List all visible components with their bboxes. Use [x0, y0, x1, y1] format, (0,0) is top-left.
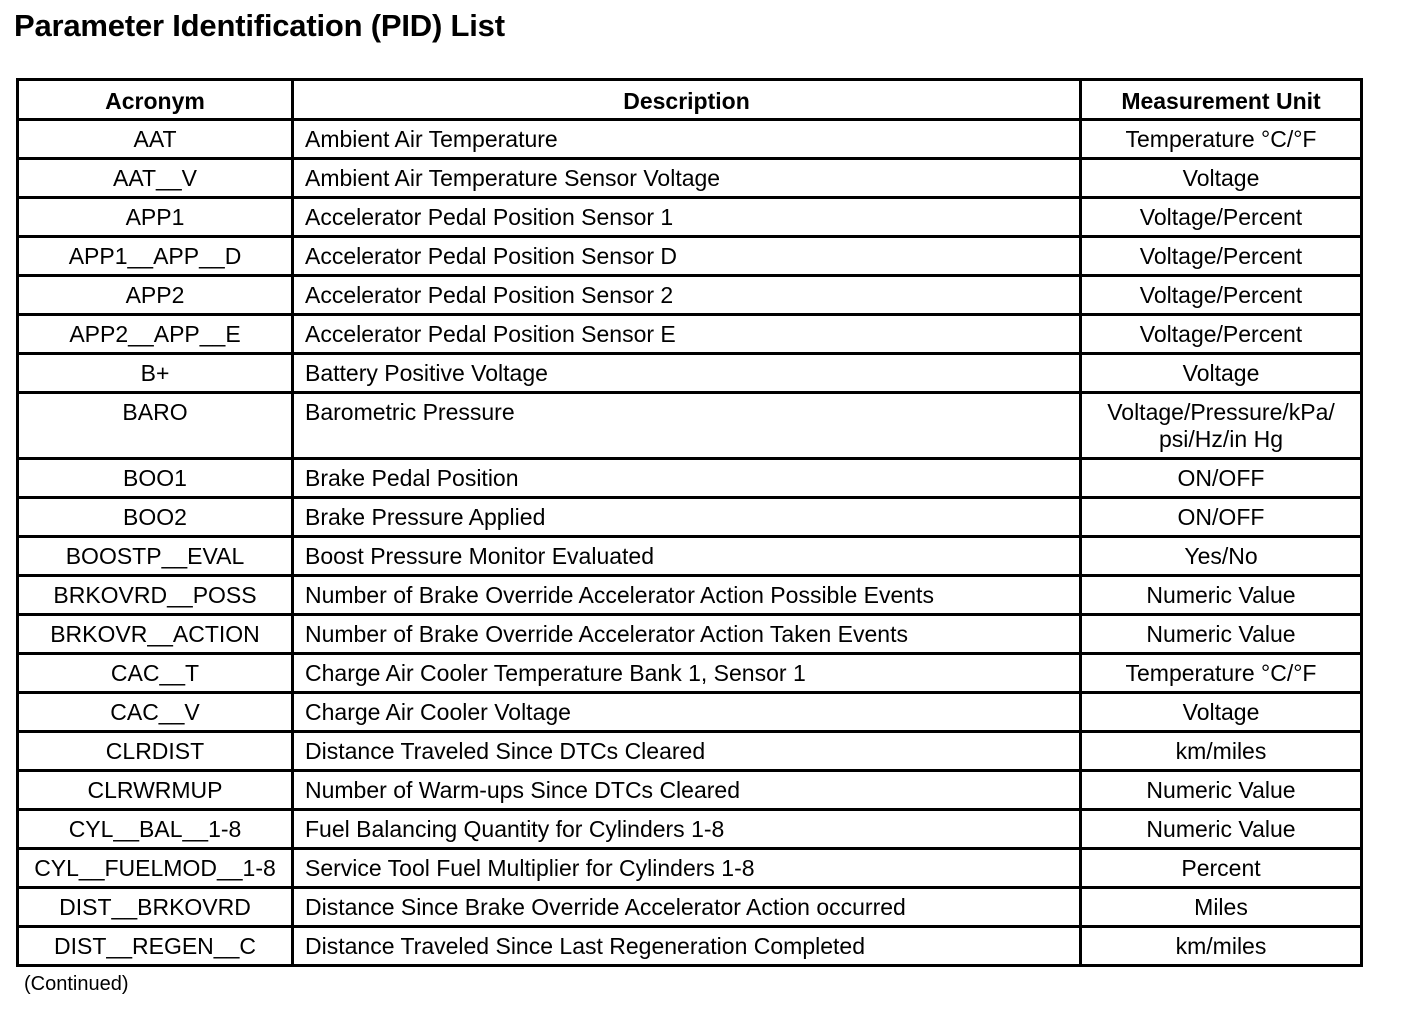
- table-row: [18, 315, 1362, 354]
- unit-cell: Numeric Value: [1081, 615, 1362, 654]
- description-cell: Number of Warm-ups Since DTCs Cleared: [293, 771, 1081, 810]
- description-cell: Ambient Air Temperature Sensor Voltage: [293, 159, 1081, 198]
- table-row: [18, 198, 1362, 237]
- description-cell: Distance Traveled Since DTCs Cleared: [293, 732, 1081, 771]
- unit-cell: km/miles: [1081, 927, 1362, 966]
- table-row: [18, 615, 1362, 654]
- description-cell: Brake Pedal Position: [293, 459, 1081, 498]
- description-cell: Accelerator Pedal Position Sensor E: [293, 315, 1081, 354]
- unit-cell: Voltage/Percent: [1081, 276, 1362, 315]
- description-cell: Barometric Pressure: [293, 393, 1081, 459]
- description-cell: Boost Pressure Monitor Evaluated: [293, 537, 1081, 576]
- column-header-description: Description: [293, 80, 1081, 120]
- unit-cell: ON/OFF: [1081, 498, 1362, 537]
- description-cell: Charge Air Cooler Voltage: [293, 693, 1081, 732]
- unit-cell: Miles: [1081, 888, 1362, 927]
- unit-cell: Voltage: [1081, 354, 1362, 393]
- unit-cell: Voltage/Pressure/kPa/ psi/Hz/in Hg: [1081, 393, 1362, 459]
- acronym-cell: BRKOVRD__POSS: [18, 576, 293, 615]
- table-row: [18, 237, 1362, 276]
- table-row: [18, 927, 1362, 966]
- table-row: [18, 849, 1362, 888]
- acronym-cell: AAT: [18, 120, 293, 159]
- description-cell: Battery Positive Voltage: [293, 354, 1081, 393]
- unit-cell: Percent: [1081, 849, 1362, 888]
- unit-cell: Numeric Value: [1081, 576, 1362, 615]
- table-row: [18, 120, 1362, 159]
- page-title: Parameter Identification (PID) List: [14, 8, 505, 43]
- acronym-cell: APP1: [18, 198, 293, 237]
- table-row: [18, 537, 1362, 576]
- description-cell: Distance Traveled Since Last Regeneration Completed: [293, 927, 1081, 966]
- description-cell: Brake Pressure Applied: [293, 498, 1081, 537]
- description-cell: Number of Brake Override Accelerator Action Possible Events: [293, 576, 1081, 615]
- table-row: [18, 771, 1362, 810]
- acronym-cell: CYL__BAL__1-8: [18, 810, 293, 849]
- table-row: [18, 654, 1362, 693]
- unit-cell: Numeric Value: [1081, 771, 1362, 810]
- description-cell: Accelerator Pedal Position Sensor 2: [293, 276, 1081, 315]
- table-row: [18, 159, 1362, 198]
- unit-cell: km/miles: [1081, 732, 1362, 771]
- unit-cell: ON/OFF: [1081, 459, 1362, 498]
- table-row: [18, 576, 1362, 615]
- unit-cell: Voltage: [1081, 159, 1362, 198]
- acronym-cell: BRKOVR__ACTION: [18, 615, 293, 654]
- description-cell: Service Tool Fuel Multiplier for Cylinders 1-8: [293, 849, 1081, 888]
- description-cell: Fuel Balancing Quantity for Cylinders 1-8: [293, 810, 1081, 849]
- table-row: [18, 693, 1362, 732]
- unit-cell: Voltage/Percent: [1081, 315, 1362, 354]
- acronym-cell: CLRWRMUP: [18, 771, 293, 810]
- acronym-cell: B+: [18, 354, 293, 393]
- acronym-cell: APP1__APP__D: [18, 237, 293, 276]
- table-row: [18, 810, 1362, 849]
- acronym-cell: BOO2: [18, 498, 293, 537]
- acronym-cell: CAC__T: [18, 654, 293, 693]
- table-row: [18, 498, 1362, 537]
- table-header-row: [18, 80, 1362, 120]
- acronym-cell: BOO1: [18, 459, 293, 498]
- continued-note: (Continued): [24, 973, 129, 995]
- unit-cell: Yes/No: [1081, 537, 1362, 576]
- acronym-cell: APP2: [18, 276, 293, 315]
- acronym-cell: CLRDIST: [18, 732, 293, 771]
- table-row: [18, 393, 1362, 459]
- acronym-cell: DIST__BRKOVRD: [18, 888, 293, 927]
- column-header-acronym: Acronym: [18, 80, 293, 120]
- unit-cell: Voltage/Percent: [1081, 198, 1362, 237]
- pid-table: [16, 78, 1363, 967]
- description-cell: Distance Since Brake Override Accelerator Action occurred: [293, 888, 1081, 927]
- unit-cell: Temperature °C/°F: [1081, 120, 1362, 159]
- acronym-cell: APP2__APP__E: [18, 315, 293, 354]
- table-row: [18, 276, 1362, 315]
- acronym-cell: CYL__FUELMOD__1-8: [18, 849, 293, 888]
- acronym-cell: CAC__V: [18, 693, 293, 732]
- table-row: [18, 888, 1362, 927]
- table-row: [18, 459, 1362, 498]
- description-cell: Charge Air Cooler Temperature Bank 1, Sensor 1: [293, 654, 1081, 693]
- unit-cell: Voltage: [1081, 693, 1362, 732]
- table-row: [18, 732, 1362, 771]
- acronym-cell: BARO: [18, 393, 293, 459]
- table-row: [18, 354, 1362, 393]
- acronym-cell: BOOSTP__EVAL: [18, 537, 293, 576]
- description-cell: Ambient Air Temperature: [293, 120, 1081, 159]
- unit-cell: Numeric Value: [1081, 810, 1362, 849]
- unit-cell: Voltage/Percent: [1081, 237, 1362, 276]
- description-cell: Accelerator Pedal Position Sensor D: [293, 237, 1081, 276]
- acronym-cell: DIST__REGEN__C: [18, 927, 293, 966]
- unit-cell: Temperature °C/°F: [1081, 654, 1362, 693]
- description-cell: Accelerator Pedal Position Sensor 1: [293, 198, 1081, 237]
- description-cell: Number of Brake Override Accelerator Action Taken Events: [293, 615, 1081, 654]
- column-header-measurement-unit: Measurement Unit: [1081, 80, 1362, 120]
- acronym-cell: AAT__V: [18, 159, 293, 198]
